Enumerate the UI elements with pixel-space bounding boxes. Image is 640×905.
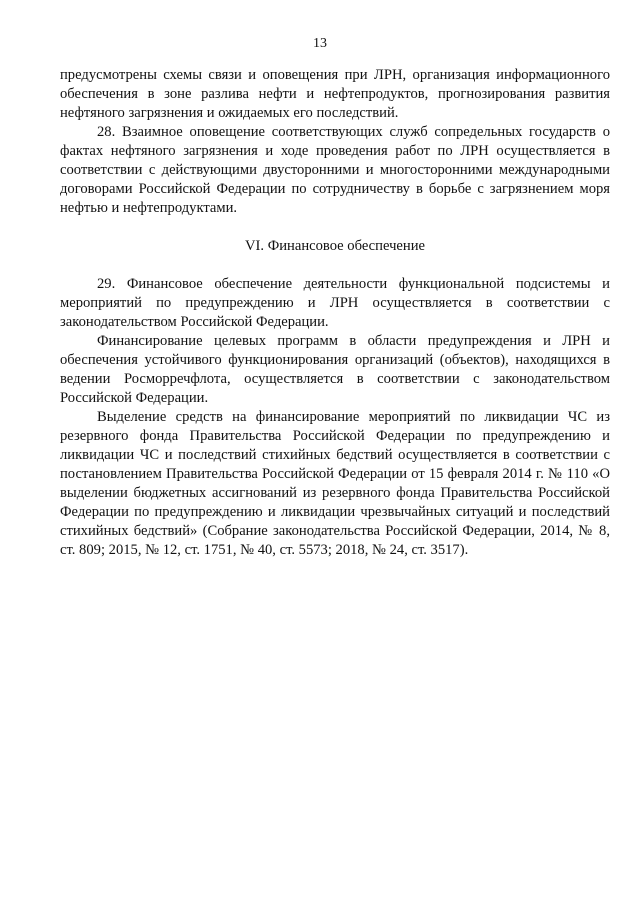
paragraph-reserve-fund: Выделение средств на финансирование мероприятий по ликвидации ЧС из резервного фонда Правительства Российской Федерации по предупреждению и ликвидации ЧС и последствий стихийных бедствий осуществляется в соответствии с постановлением Правительства Российской Федерации от 15 февраля 2014 г. № 110 «О выделении бюджетных ассигнований из резервного фонда Правительства Российской Федерации по предупреждению и ликвидации чрезвычайных ситуаций и последствий стихийных бедствий» (Собрание законодательства Российской Федерации, 2014, № 8, ст. 809; 2015, № 12, ст. 1751, № 40, ст. 5573; 2018, № 24, ст. 3517). [60, 409, 610, 558]
page-number: 13 [313, 36, 327, 51]
section-heading: VI. Финансовое обеспечение [245, 238, 425, 254]
paragraph-28: 28. Взаимное оповещение соответствующих служб сопредельных государств о фактах нефтяного загрязнения и ходе проведения работ по ЛРН осуществляется в соответствии с действующими двусторонними и многосторонними международными договорами Российской Федерации по сотрудничеству в борьбе с загрязнением моря нефтью и нефтепродуктами. [60, 124, 610, 216]
paragraph-continuation: предусмотрены схемы связи и оповещения при ЛРН, организация информационного обеспечения в зоне разлива нефти и нефтепродуктов, прогнозирования развития нефтяного загрязнения и ожидаемых его последствий. [60, 67, 610, 121]
document-body [60, 66, 610, 560]
paragraph-29: 29. Финансовое обеспечение деятельности функциональной подсистемы и мероприятий по предупреждению и ЛРН осуществляется в соответствии с законодательством Российской Федерации. [60, 276, 610, 330]
paragraph-financing-programs: Финансирование целевых программ в области предупреждения и ЛРН и обеспечения устойчивого функционирования организаций (объектов), находящихся в ведении Росморречфлота, осуществляется в соответствии с законодательством Российской Федерации. [60, 333, 610, 406]
